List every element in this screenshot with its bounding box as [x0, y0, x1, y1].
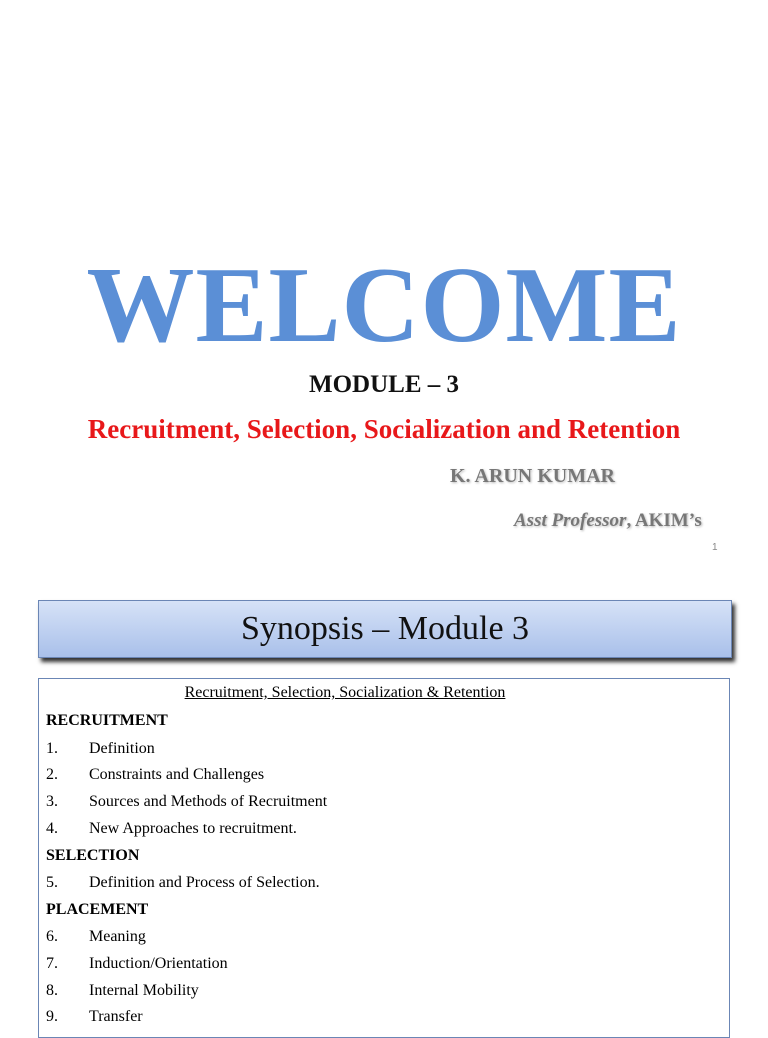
- list-item-text: Sources and Methods of Recruitment: [89, 793, 328, 810]
- slide-subtitle: Recruitment, Selection, Socialization and Retention: [87, 414, 681, 444]
- list-item: [46, 765, 264, 785]
- list-item-text: Definition and Process of Selection.: [89, 874, 320, 891]
- author-role: [514, 508, 702, 534]
- list-item-text: Meaning: [89, 928, 146, 945]
- welcome-title: WELCOME: [86, 246, 682, 365]
- list-item: [46, 927, 146, 947]
- list-item-text: Definition: [89, 740, 155, 757]
- list-item-text: Internal Mobility: [89, 982, 199, 999]
- list-item-number: 3.: [46, 793, 58, 810]
- list-item: [46, 819, 297, 839]
- list-item: [46, 954, 228, 974]
- section-placement: PLACEMENT: [46, 901, 149, 918]
- list-item-number: 8.: [46, 982, 58, 999]
- list-item: [46, 1007, 143, 1027]
- list-item: [46, 873, 320, 893]
- list-item-number: 4.: [46, 820, 58, 837]
- list-item: [46, 739, 155, 759]
- section-selection: SELECTION: [46, 847, 140, 864]
- section-recruitment: RECRUITMENT: [46, 712, 168, 729]
- list-item-text: Transfer: [89, 1008, 143, 1025]
- author-role-title: Asst Professor: [514, 510, 627, 531]
- list-item-number: 5.: [46, 874, 58, 891]
- page-number: 1: [712, 542, 718, 553]
- list-item-number: 1.: [46, 740, 58, 757]
- synopsis-title-bar: [38, 600, 732, 658]
- module-label: MODULE – 3: [309, 371, 459, 398]
- author-role-institution: , AKIM’s: [626, 510, 702, 531]
- list-item: [46, 981, 199, 1001]
- list-item-number: 2.: [46, 766, 58, 783]
- list-item-text: Induction/Orientation: [89, 955, 228, 972]
- list-item-text: Constraints and Challenges: [89, 766, 265, 783]
- list-item: [46, 792, 327, 812]
- list-item-number: 7.: [46, 955, 58, 972]
- list-item-number: 6.: [46, 928, 58, 945]
- synopsis-heading: Recruitment, Selection, Socialization & Retention: [184, 684, 506, 701]
- list-item-text: New Approaches to recruitment.: [89, 820, 297, 837]
- list-item-number: 9.: [46, 1008, 58, 1025]
- synopsis-title: Synopsis – Module 3: [240, 610, 530, 647]
- author-name: K. ARUN KUMAR: [450, 465, 615, 487]
